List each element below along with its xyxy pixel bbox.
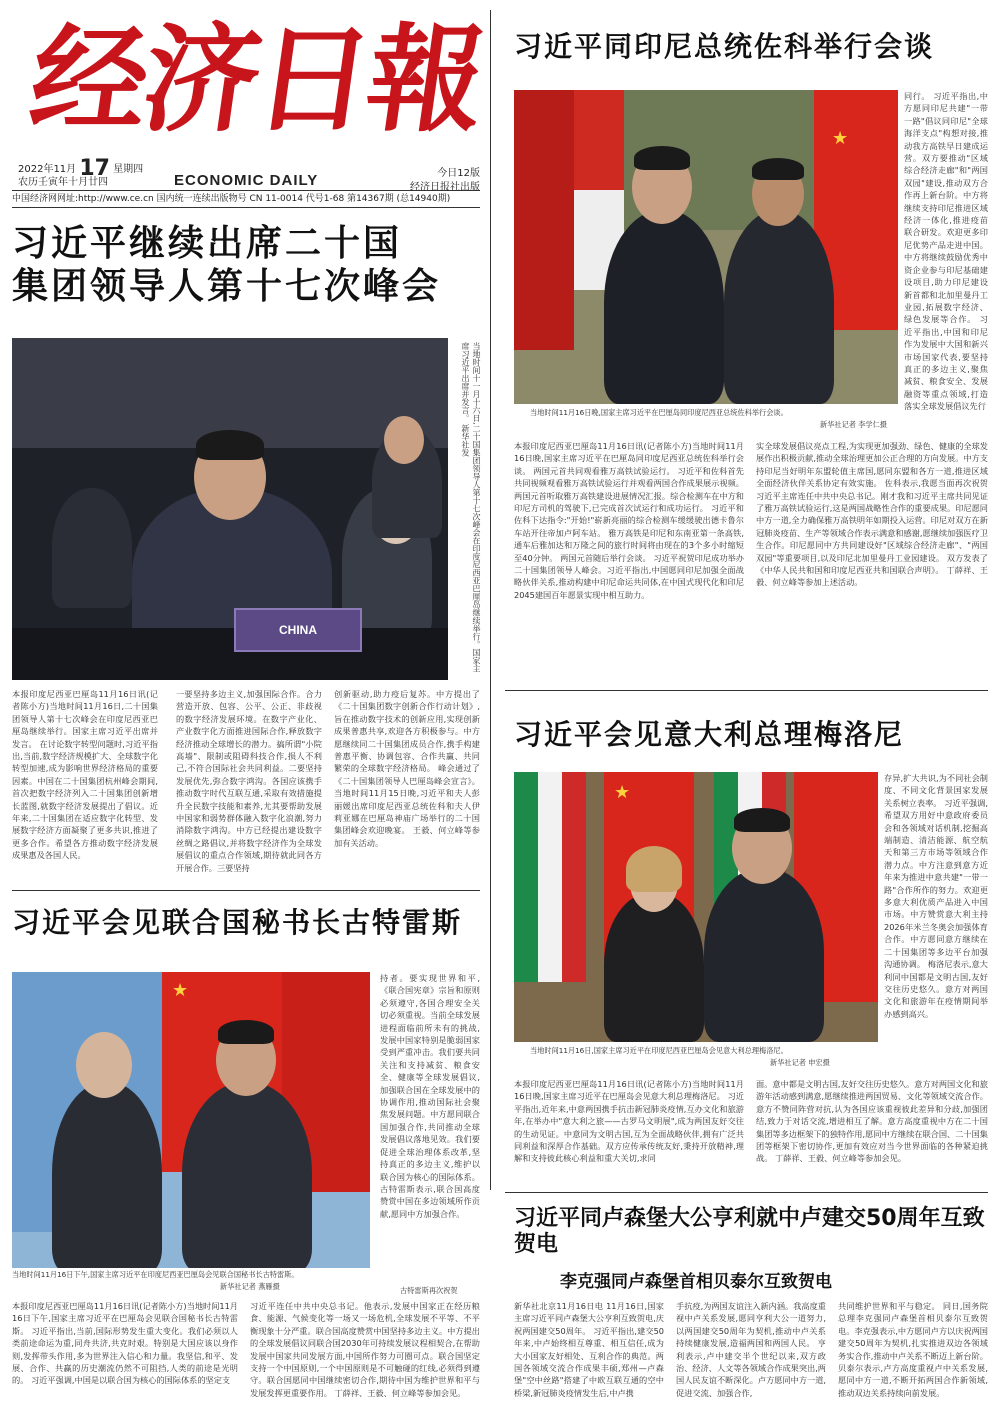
- g20-body-col2: 一要坚持多边主义,加强国际合作。合力营造开放、包容、公平、公正、非歧视的数字经济发展环境。在数字产业化、产业数字化方面推进国际合作,释放数字经济推动全球增长的潜力。搞所谓"小院高墙"、限制或阻碍科技合作,损人不利己,不符合国际社会共同利益。二要坚持发展优先,弥合数字鸿沟。各国应该携手推动数字时代互联互通,采取有效措施提升全民数字技能和素养,尤其要帮助发展中国家和弱势群体融入数字化浪潮,努力消除数字鸿沟。中方已经提出建设数字丝绸之路倡议,并将数字经济作为全球发展倡议的重点合作领域,期待就此同各方开展合作。三要坚持: [176, 689, 322, 873]
- indonesia-photo-caption: 当地时间11月16日晚,国家主席习近平在巴厘岛同印度尼西亚总统佐科举行会谈。: [530, 408, 788, 417]
- g20-photo: [12, 338, 448, 680]
- nameplate: [234, 608, 362, 652]
- section-divider: [12, 890, 480, 891]
- luxembourg-body-col1: 新华社北京11月16日电 11月16日,国家主席习近平同卢森堡大公亨利互致贺电,庆祝两国建交50周年。 习近平指出,建交50年来,中卢始终相互尊重、相互信任,成为大小国家友好相处、互利合作的典范。两国各领域交流合作成果丰硕,郑州—卢森堡"空中丝路"搭建了中欧互联互通的空中桥梁,新冠肺炎疫情发生后,中卢携: [514, 1301, 664, 1398]
- weekday: 星期四: [113, 164, 144, 175]
- un-headline: 习近平会见联合国秘书长古特雷斯: [12, 906, 463, 939]
- info-bar: 中国经济网网址:http://www.ce.cn 国内统一连续出版物号 CN 11-0014 代号1-68 第14367期 (总14940期): [12, 190, 480, 208]
- italy-body-col2: 面。意中都是文明古国,友好交往历史悠久。意方对两国文化和旅游年活动感到满意,愿继续推进两国贸易、文化等领域交流合作。意方不赞同阵营对抗,认为各国应该重视彼此差异和分歧,加强团结,致力于对话交流,增进相互了解。意方高度重视中方在二十国集团等多边框架下的独特作用,愿同中方继续在联合国、二十国集团等框架下密切协作,更加有效应对当今世界面临的各种紧迫挑战。 丁薛祥、王毅、何立峰等参加会见。: [756, 1079, 988, 1164]
- date: 2022年11月: [18, 164, 77, 175]
- column-divider: [490, 10, 491, 1190]
- italy-body-col1: 本报印度尼西亚巴厘岛11月16日讯(记者陈小方)当地时间11月16日晚,国家主席习近平在巴厘岛会见意大利总理梅洛尼。 习近平指出,近年来,中意两国携手抗击新冠肺炎疫情,互办文化和旅游年,在举办中"意大利之旅——古罗马文明展",成为两国友好交往的生动见证。中意同为文明古国,互为全面战略伙伴,拥有广泛共同利益和深厚合作基础。双方应传承传统友好,秉持开放精神,理解和支持彼此核心利益和重大关切,求同: [514, 1079, 744, 1164]
- indonesia-body-col1: 本报印度尼西亚巴厘岛11月16日讯(记者陈小方)当地时间11月16日晚,国家主席习近平在巴厘岛同印度尼西亚总统佐科举行会谈。 两国元首共同观看雅万高铁试验运行。 习近平和佐科首先共同视频观看雅万高铁试验运行并观看两国合作成果展示视频。 两国元首听取雅万高铁建设进展情况汇报。综合检测车在中方和印尼方司机的驾驶下,已完成首次试运行和成功运行。 习近平和佐科下达指令:"开始!"崭新亮丽的综合检测车缓缓驶出德卡鲁尔车站开往帝加卢阿车站。 雅万高铁是印尼和东南亚第一条高铁,通车后雅加达和万隆之间的旅行时间将由现在的3个多小时缩短至40分钟。 两国元首随后举行会谈。 习近平祝贺印尼成功举办二十国集团领导人峰会。习近平指出,中国愿同印尼加强全面战略伙伴关系,推动构建中印尼命运共同体,在中国式现代化和印尼2045建国百年愿景实现中相互助力。: [514, 441, 744, 600]
- luxembourg-body-col2: 手抗疫,为两国友谊注入新内涵。我高度重视中卢关系发展,愿同亨利大公一道努力,以两国建交50周年为契机,推动中卢关系持续健康发展,造福两国和两国人民。 亨利表示,卢中建交半个世纪以来,双方政治、经济、人文等各领域合作成果突出,两国人民友谊不断深化。卢方愿同中方一道,促进交流、加强合作,: [676, 1301, 826, 1398]
- un-credit-line: 古特雷斯再次祝贺: [400, 1286, 458, 1295]
- indonesia-photo: ★: [514, 90, 898, 404]
- italy-photo-caption: 当地时间11月16日,国家主席习近平在印度尼西亚巴厘岛会见意大利总理梅洛尼。: [530, 1046, 788, 1055]
- italy-headline: 习近平会见意大利总理梅洛尼: [514, 718, 905, 751]
- un-body-col1: 本报印度尼西亚巴厘岛11月16日讯(记者陈小方)当地时间11月16日下午,国家主席习近平在巴厘岛会见联合国秘书长古特雷斯。 习近平指出,当前,国际形势发生重大变化。我们必须以人类前途命运为重,同舟共济,共克时艰。特别是大国应该以身作则,发挥带头作用,多为世界注入信心和力量。我坚信,和平、发展、合作、共赢的历史潮流仍然不可阻挡,人类的前途是光明的。 习近平强调,中国是以联合国为核心的国际体系的坚定支: [12, 1301, 238, 1386]
- luxembourg-headline: 习近平同卢森堡大公亨利就中卢建交50周年互致贺电: [514, 1206, 985, 1258]
- nameplate-text: CHINA: [279, 623, 317, 637]
- newspaper-title: 经济日報: [22, 12, 490, 148]
- luxembourg-subheadline: 李克强同卢森堡首相贝泰尔互致贺电: [560, 1272, 832, 1292]
- indonesia-side-col: 同行。 习近平指出,中方愿同印尼共建"一带一路"倡议同印尼"全球海洋支点"构想对接,推动我方高铁早日建成运营。双方要推动"区域综合经济走廊"和"两国双园"建设,推动双方合作再上新台阶。中方将继续支持印尼推进区域经济一体化,推进疫苗联合研发。欢迎更多印尼优势产品走进中国。中方将继续鼓励优秀中资企业参与印尼基础建设项目,助力印尼建设新首都和北加里曼丹工业园,拓展数字经济、绿色发展等合作。 习近平指出,中国和印尼作为发展中大国和新兴市场国家代表,要坚持真正的多边主义,聚焦减贫、粮食安全、发展融资等重点领域,打造落实全球发展倡议先行: [904, 91, 988, 412]
- italy-side-col: 存异,扩大共识,为不同社会制度、不同文化背景国家发展关系树立表率。 习近平强调,希望双方用好中意政府委员会和各领域对话机制,挖掘高端制造、清洁能源、航空航天和第三方市场等领域合作潜力点。中方注意到意方近年来为推进中意共建"一带一路"合作所作的努力。欢迎更多意大利优质产品进入中国市场。中方赞赏意大利主持2026年米兰冬奥会加强体育合作。中方愿同意方继续在二十国集团等多边平台加强沟通协调。 梅洛尼表示,意大利同中国都是文明古国,友好交往历史悠久。意方对两国文化和旅游年在疫情期间举办感到高兴。: [884, 773, 988, 1019]
- section-divider: [505, 1192, 988, 1193]
- italy-photo-credit: 新华社记者 申宏摄: [770, 1058, 830, 1067]
- un-photo-credit: 新华社记者 燕雁摄: [220, 1282, 280, 1291]
- indonesia-photo-credit: 新华社记者 李学仁摄: [820, 420, 887, 429]
- g20-photo-caption: 当地时间十一月十六日,二十国集团领导人第十七次峰会在印度尼西亚巴厘岛继续举行。国家主席习近平出席并发言。 新华社发: [461, 342, 481, 673]
- luxembourg-body-col3: 共同维护世界和平与稳定。 同日,国务院总理李克强同卢森堡首相贝泰尔互致贺电。李克强表示,中方愿同卢方以庆祝两国建交50周年为契机,扎实推进双边各领域务实合作,推动中卢关系不断迈上新台阶。贝泰尔表示,卢方高度重视卢中关系发展,愿同中方一道,不断开拓两国合作新领域,推动双边关系持续向前发展。: [838, 1301, 988, 1398]
- masthead: [12, 12, 490, 200]
- g20-body-col3: 创新驱动,助力疫后复苏。中方提出了《二十国集团数字创新合作行动计划》,旨在推动数字技术的创新应用,实现创新成果普惠共享,欢迎各方积极参与。中方愿继续同二十国集团成员合作,携手构建普惠平衡、协调包容、合作共赢、共同繁荣的全球数字经济格局。 峰会通过了《二十国集团领导人巴厘岛峰会宣言》。 当地时间11月15日晚,习近平和夫人彭丽媛出席印度尼西亚总统佐科和夫人伊莉亚娜在巴厘岛神庙广场举行的二十国集团峰会欢迎晚宴。 王毅、何立峰等参加有关活动。: [334, 689, 480, 848]
- un-side-col: 持者。要实现世界和平,《联合国宪章》宗旨和原则必须遵守,各国合理安全关切必须重视。当前全球发展进程面临前所未有的挑战,发展中国家特别是脆弱国家受到严重冲击。我们要共同关注和支持减贫、粮食安全、健康等全球发展倡议,加强联合国在全球发展中的协调作用,推动国际社会聚焦发展问题。中方愿同联合国加强合作,共同推动全球发展倡议落地见效。我们要促进全球治理体系改革,坚持真正的多边主义,维护以联合国为核心的国际体系。 古特雷斯表示,联合国高度赞赏中国在多边领域所作贡献,愿同中方加强合作。: [380, 973, 480, 1219]
- italy-photo: ★: [514, 772, 878, 1042]
- g20-body-col1: 本报印度尼西亚巴厘岛11月16日讯(记者陈小方)当地时间11月16日,二十国集团领导人第十七次峰会在印度尼西亚巴厘岛继续举行。国家主席习近平出席并发言。 在讨论数字转型问题时,习近平指出,当前,数字经济规模扩大、全球数字化转型加速,成为影响世界经济格局的重要因素。中国在二十国集团杭州峰会期间,首次把数字经济列入二十国集团创新增长蓝图,就数字经济发展提出了倡议。近年来,二十国集团在适应数字化转型、发展数字经济方面凝聚了更多共识,推进了更多合作。希望各方推动数字经济发展成果惠及各国人民。: [12, 689, 158, 861]
- un-photo-caption: 当地时间11月16日下午,国家主席习近平在印度尼西亚巴厘岛会见联合国秘书长古特雷斯。: [12, 1270, 299, 1279]
- english-name: ECONOMIC DAILY: [174, 172, 319, 189]
- g20-headline-line2: 集团领导人第十七次峰会: [12, 266, 442, 308]
- un-body-col2: 习近平连任中共中央总书记。他表示,发展中国家正在经历粮食、能源、气候变化等一场又一场危机,全球发展不平等、不平衡现象十分严重。联合国高度赞赏中国坚持多边主义。中方提出的全球发展倡议同联合国2030年可持续发展议程相契合,在帮助发展中国家共同发展方面,中国所作努力可圈可点。联合国坚定支持一个中国原则,一个中国原则是不可触碰的红线,必须得到遵守。联合国愿同中国继续密切合作,期待中国为维护世界和平与发展发挥更重要作用。 丁薛祥、王毅、何立峰等参加会见。: [250, 1301, 480, 1398]
- lunar-date: 农历壬寅年十月廿四: [18, 177, 108, 188]
- g20-headline-line1: 习近平继续出席二十国: [12, 223, 403, 264]
- indonesia-headline: 习近平同印尼总统佐科举行会谈: [514, 30, 935, 63]
- section-divider: [505, 690, 988, 691]
- publisher: 经济日报社出版: [410, 182, 480, 193]
- indonesia-body-col2: 实全球发展倡议亮点工程,为实现更加强劲、绿色、健康的全球发展作出积极贡献,推动全球治理更加公正合理的方向发展。中方支持印尼当好明年东盟轮值主席国,愿同东盟和各方一道,推进区域全面经济伙伴关系协定有效实施。 佐科表示,我愿当面再次祝贺习近平主席连任中共中央总书记。刚才我和习近平主席共同见证了雅万高铁试验运行,这是两国战略性合作的重要成果。印尼愿同中方一道,全力确保雅万高铁明年如期投入运营。印尼对双方在新冠肺炎疫苗、生产等领域合作表示满意和感谢,愿继续加强医疗卫生合作。印尼愿同中方共同建设好"区域综合经济走廊"、"两国双园"等重要项目,以及印尼北加里曼丹工业园建设。 双方发表了《中华人民共和国和印度尼西亚共和国联合声明》。 丁薛祥、王毅、何立峰等参加上述活动。: [756, 441, 988, 588]
- day: 17: [79, 156, 110, 181]
- un-photo: ★: [12, 972, 370, 1268]
- date-line: [18, 156, 144, 189]
- edition-count: 今日12版: [437, 168, 480, 179]
- g20-headline: [12, 222, 480, 308]
